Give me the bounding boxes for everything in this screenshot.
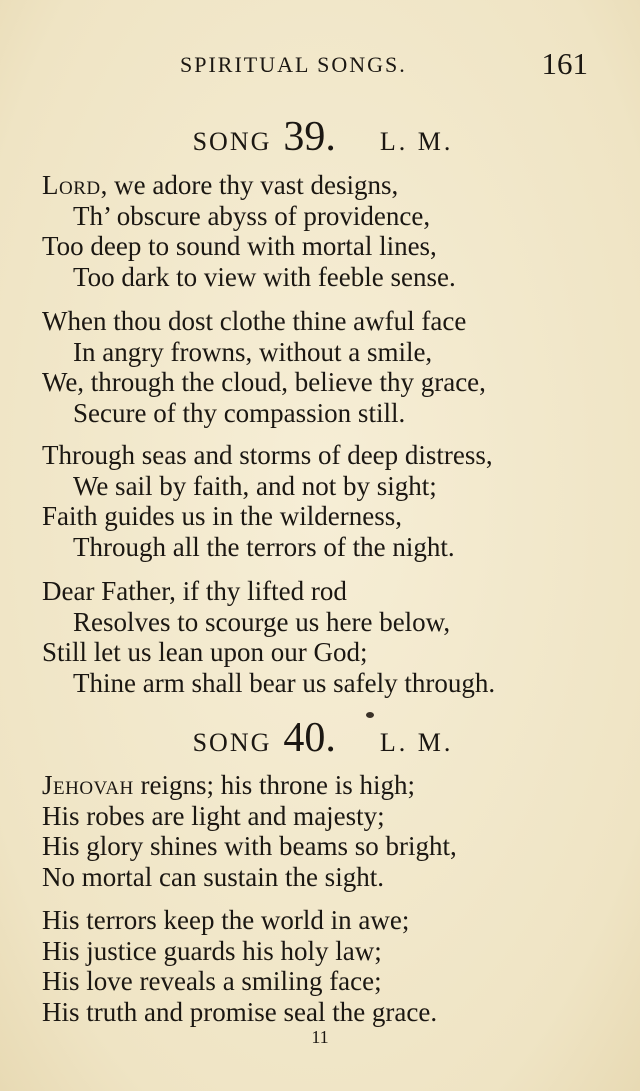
- verse-line: His terrors keep the world in awe;: [42, 905, 410, 935]
- verse-line: Too deep to sound with mortal lines,: [42, 231, 437, 261]
- verse-line: We, through the cloud, believe thy grace,: [42, 367, 486, 397]
- song-39-heading: [0, 113, 640, 161]
- song-number: 39.: [283, 114, 336, 160]
- verse-line: Th’ obscure abyss of providence,: [73, 200, 431, 231]
- verse-line: Resolves to scourge us here below,: [73, 606, 451, 637]
- verse-line: His glory shines with beams so bright,: [42, 831, 457, 861]
- verse-line: His truth and promise seal the grace.: [42, 996, 438, 1027]
- signature-mark: 11: [311, 1027, 329, 1047]
- song-number: 40.: [283, 715, 336, 761]
- verse-line: Secure of thy compassion still.: [73, 397, 406, 428]
- verse-line: His justice guards his holy law;: [42, 935, 382, 966]
- verse-opening-word: Lord: [42, 170, 101, 200]
- song-40-stanza-1: [42, 770, 457, 892]
- verse-line: His love reveals a smiling face;: [42, 966, 382, 996]
- song-39-stanza-1: [42, 170, 456, 292]
- verse-line: We sail by faith, and not by sight;: [73, 470, 437, 501]
- song-label: SONG: [192, 127, 272, 156]
- verse-line: When thou dost clothe thine awful face: [42, 306, 467, 336]
- song-metre: L. M.: [379, 728, 454, 757]
- verse-line: Still let us lean upon our God;: [42, 637, 368, 667]
- song-40-stanza-2: [42, 905, 437, 1027]
- song-39-stanza-2: [42, 306, 486, 428]
- song-39-stanza-4: [42, 576, 495, 698]
- verse-line: His robes are light and majesty;: [42, 800, 385, 831]
- verse-line: Through all the terrors of the night.: [73, 531, 455, 562]
- song-39-stanza-3: [42, 440, 493, 562]
- verse-line: Jehovah reigns; his throne is high;: [42, 770, 416, 800]
- verse-line: Through seas and storms of deep distress,: [42, 440, 493, 470]
- verse-line: In angry frowns, without a smile,: [73, 336, 433, 367]
- verse-line: Thine arm shall bear us safely through.: [73, 667, 496, 698]
- verse-opening-word: Jehovah: [42, 770, 134, 800]
- running-title: SPIRITUAL SONGS.: [180, 52, 407, 77]
- song-label: SONG: [192, 728, 272, 757]
- song-40-heading: [0, 714, 640, 762]
- verse-line: Faith guides us in the wilderness,: [42, 501, 402, 531]
- verse-line: Lord, we adore thy vast designs,: [42, 170, 399, 200]
- verse-line: Dear Father, if thy lifted rod: [42, 576, 347, 606]
- page-number: 161: [541, 46, 588, 81]
- verse-line: No mortal can sustain the sight.: [42, 861, 384, 892]
- song-metre: L. M.: [379, 127, 454, 156]
- verse-line: Too dark to view with feeble sense.: [73, 261, 456, 292]
